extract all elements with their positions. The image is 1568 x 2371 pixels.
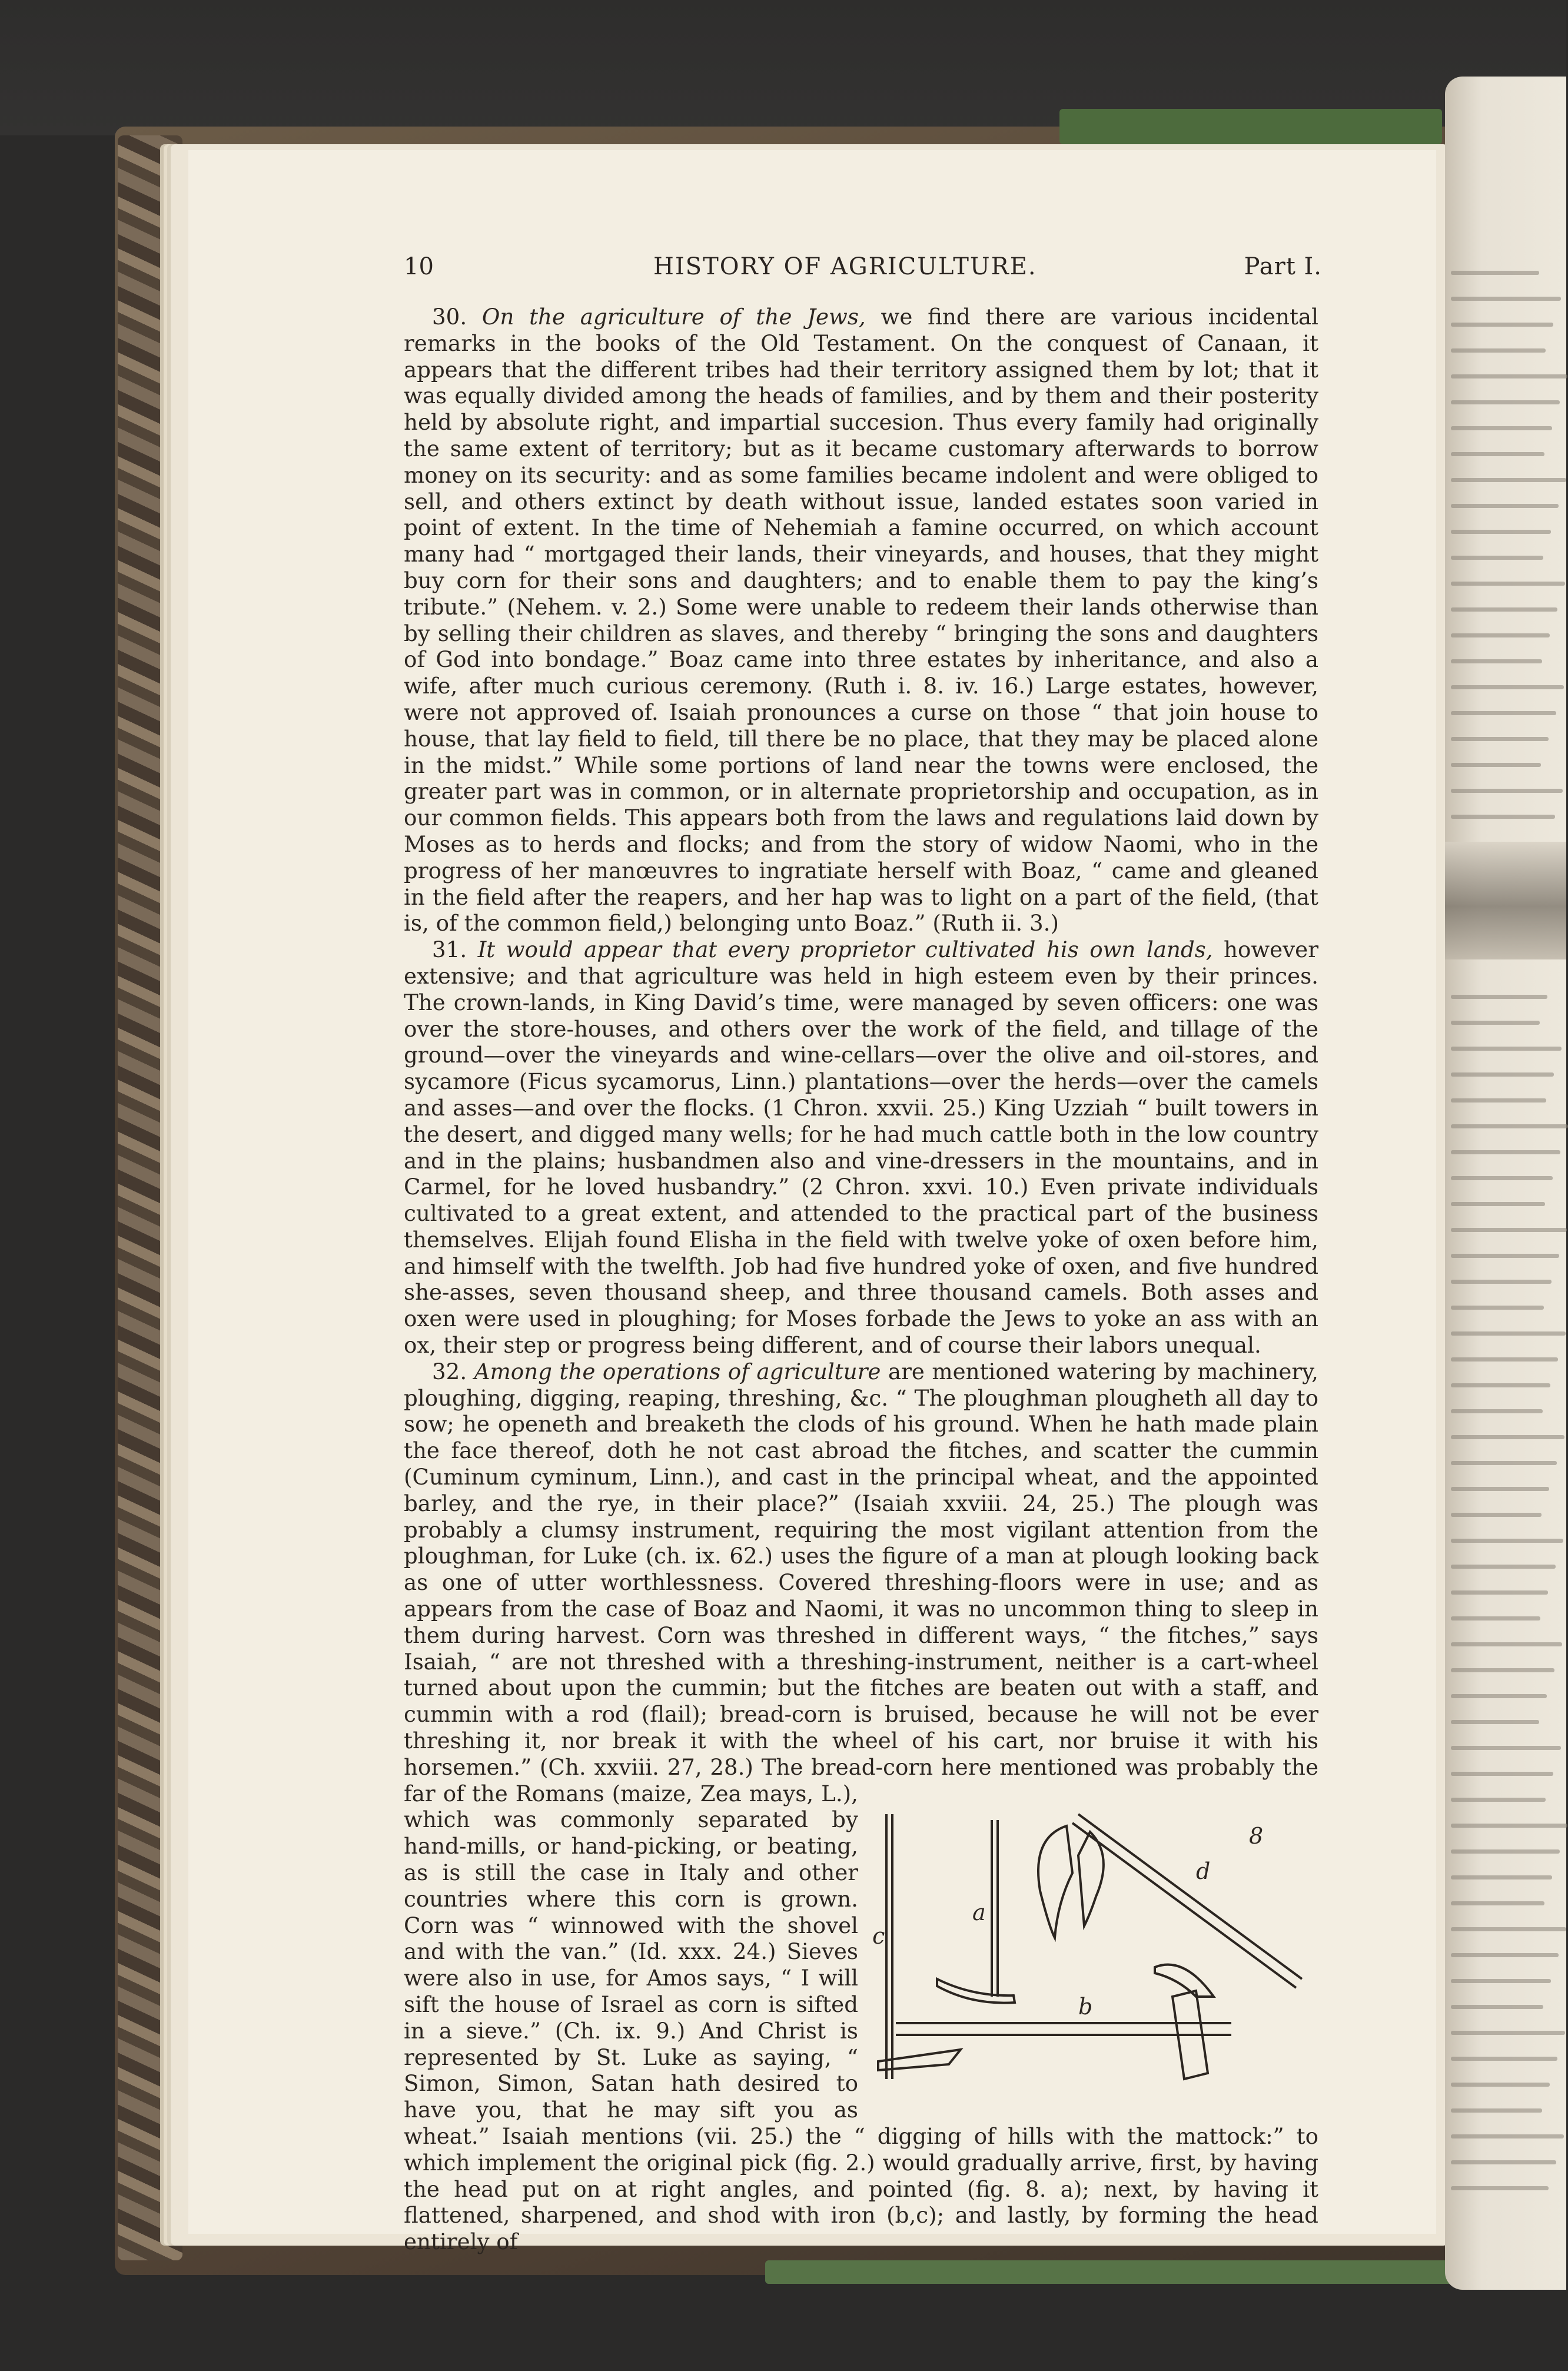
figure-number: 8 (1249, 1823, 1264, 1849)
mattock-illustration (872, 1802, 1314, 2097)
paragraph-number: 30. (432, 304, 467, 330)
facing-page-text-line (1451, 1901, 1544, 1905)
facing-page-text-line (1451, 1306, 1544, 1310)
facing-page-text-line (1451, 789, 1563, 793)
facing-page-text-line (1451, 815, 1555, 819)
facing-page-text-line (1451, 1461, 1557, 1465)
paragraph-number: 32. (432, 1358, 467, 1384)
paragraph-30 (404, 304, 1318, 937)
facing-page-text-line (1451, 1409, 1543, 1413)
label-c: c (872, 1923, 885, 1949)
facing-page-text-line (1451, 737, 1549, 741)
cover-edge-bottom (765, 2260, 1471, 2284)
figure-8 (872, 1802, 1314, 2097)
facing-page-text-line (1451, 1616, 1540, 1620)
facing-page-text-line (1451, 400, 1560, 404)
facing-page-text-line (1451, 323, 1553, 327)
facing-page-text-line (1451, 2031, 1565, 2035)
facing-page-illustration (1445, 842, 1566, 959)
facing-page-text-line (1451, 1979, 1551, 1983)
label-b: b (1078, 1994, 1093, 2020)
facing-page (1445, 77, 1566, 2290)
facing-page-text-line (1451, 1772, 1553, 1776)
facing-page-text-line (1451, 1047, 1562, 1051)
facing-page-text-line (1451, 1098, 1546, 1103)
facing-page-text-line (1451, 2134, 1564, 2138)
facing-page-text-line (1451, 1824, 1567, 1828)
facing-page-text-line (1451, 659, 1542, 663)
facing-page-text-line (1451, 1021, 1540, 1025)
facing-page-text-line (1451, 1072, 1554, 1077)
facing-page-text-line (1451, 582, 1565, 586)
paragraph-lead: It would appear that every proprietor cultivated his own lands, (477, 937, 1213, 963)
facing-page-text-line (1451, 271, 1539, 275)
part-label: Part I. (1244, 253, 1322, 280)
facing-page-text-line (1451, 1642, 1562, 1646)
cover-edge (1059, 109, 1442, 144)
running-header (404, 253, 1322, 288)
facing-page-text-line (1451, 1720, 1539, 1724)
facing-page-text-line (1451, 685, 1564, 689)
facing-page-text-line (1451, 504, 1559, 508)
facing-page-text-line (1451, 1435, 1564, 1439)
facing-page-text-line (1451, 2057, 1557, 2061)
paragraph-31 (404, 937, 1318, 1359)
facing-page-text-line (1451, 530, 1551, 534)
label-d: d (1196, 1858, 1211, 1884)
paragraph-text-start: are mentioned watering by machinery, ploughing, digging, reaping, threshing, &c. “ The ploughman plougheth all day to sow; he openeth and breaketh the clods of his ground. When he hath made plain the face thereof, doth he not cast abroad the fitches, and scatter the cummin (Cuminum cyminum, Linn.), and cast in the principal wheat, and the appointed barley, and the rye, in their place?” (Isaiah xxviii. 24, 25.) The plough was probably a clumsy instrument, requiring the most vigilant attention from the ploughman, for Luke (ch. ix. 62.) uses the figure of a man at plough looking back as one of utter worthlessness. Covered threshing-floors were in use; and as appears from the case of Boaz and Naomi, it was no uncommon thing to sleep in them during harvest. Corn was threshed in different ways, “ the fitches,” says Isaiah, “ are not threshed with a threshing-instrument, neither is a cart-wheel turned about upon the cummin; but the fitches are beaten out with a staff, and cummin with a rod (flail); bread-corn is bruised, because he will not be ever threshing it, nor break it with the wheel of his cart, nor bruise it with his horsemen.” (Ch. xxviii. 27, 28.) The bread-corn here mentioned was probably the far of the Romans (maize, Zea mays, L.), which was commonly separated by hand-mills, or hand-picking, or beating, as is still the case in Italy and other countries where this corn is grown. Corn was “ winnowed with the shovel and with the van.” (Id. xxx. 24.) Sieves were also in use, for Amos says, “ I will sift the house of Israel as corn is sifted in a sieve.” (Ch. ix. 9.) And Christ is represented by St. Luke as saying, “ Simon, Simon, Satan hath desired to have you, that he may sift you as wheat.” Isaiah mentions (vii. 25.) the “ digging of hills with the mattock:” to which implement the original pick (fig. 2.) would gradually arrive, first, by having the head put on at right angles, and pointed (fig. 8. a); next, by having it flattened, sharpened, and shod with iron (b,c); and lastly, by forming the head entirely of (404, 1358, 1318, 2255)
facing-page-text-line (1451, 1927, 1566, 1931)
facing-page-text-line (1451, 1513, 1542, 1517)
facing-page-text-line (1451, 1953, 1559, 1957)
facing-page-text-line (1451, 2108, 1542, 2113)
facing-page-text-line (1451, 1565, 1556, 1569)
facing-page-text-line (1451, 1668, 1554, 1672)
facing-page-text-line (1451, 297, 1561, 301)
facing-page-text-line (1451, 1875, 1552, 1879)
facing-page-text-line (1451, 1357, 1558, 1362)
running-title: HISTORY OF AGRICULTURE. (653, 253, 1037, 280)
facing-page-text-line (1451, 1849, 1560, 1854)
page-number: 10 (404, 253, 434, 280)
facing-page-text-line (1451, 1487, 1549, 1491)
facing-page-text-line (1451, 2083, 1550, 2087)
facing-page-text-line (1451, 426, 1552, 430)
paragraph-lead: On the agriculture of the Jews, (481, 304, 866, 330)
facing-page-text-line (1451, 2160, 1556, 2164)
paragraph-text: we find there are various incidental remarks in the books of the Old Testament. On the conquest of Canaan, it appears that the different tribes had their territory assigned them by lot; that it was equally divided among the heads of families, and by them and their posterity held by absolute right, and impartial succesion. Thus every family had originally the same extent of territory; but as it became customary afterwards to borrow money on its security: and as some families became indolent and were obliged to sell, and others extinct by death without issue, landed estates soon varied in point of extent. In the time of Nehemiah a famine occurred, on which account many had “ mortgaged their lands, their vineyards, and houses, that they might buy corn for their sons and daughters; and to enable them to pay the king’s tribute.” (Nehem. v. 2.) Some were unable to redeem their lands otherwise than by selling their children as slaves, and thereby “ bringing the sons and daughters of God into bondage.” Boaz came into three estates by inheritance, and also a wife, after much curious ceremony. (Ruth i. 8. iv. 16.) Large estates, however, were not approved of. Isaiah pronounces a curse on those “ that join house to house, that lay field to field, till there be no place, that they may be placed alone in the midst.” While some portions of land near the towns were enclosed, the greater part was in common, or in alternate proprietorship and occupation, as in our common fields. This appears both from the laws and regulations laid down by Moses as to herds and flocks; and from the story of widow Naomi, who in the progress of her manœuvres to ingratiate herself with Boaz, “ came and gleaned in the field after the reapers, and her hap was to light on a part of the field, (that is, of the common field,) belonging unto Boaz.” (Ruth ii. 3.) (404, 304, 1318, 937)
paragraph-text: however extensive; and that agriculture was held in high esteem even by their princes. The crown-lands, in King David’s time, were managed by seven officers: one was over the store-houses, and others over the work of the field, and tillage of the ground—over the vineyards and wine-cellars—over the olive and oil-stores, and sycamore (Ficus sycamorus, Linn.) plantations—over the herds—over the camels and asses—and over the flocks. (1 Chron. xxvii. 25.) King Uzziah “ built towers in the desert, and digged many wells; for he had much cattle both in the low country and in the plains; husbandmen also and vine-dressers in the mountains, and in Carmel, for he loved husbandry.” (2 Chron. xxvi. 10.) Even private individuals cultivated to a great extent, and attended to the practical part of the business themselves. Elijah found Elisha in the field with twelve yoke of oxen before him, and himself with the twelfth. Job had five hundred yoke of oxen, and five hundred she-asses, seven thousand sheep, and three thousand camels. Both asses and oxen were used in ploughing; for Moses forbade the Jews to yoke an ass with an ox, their step or progress being different, and of course their labors unequal. (404, 937, 1318, 1359)
label-a: a (972, 1900, 986, 1925)
facing-page-text-line (1451, 1280, 1552, 1284)
facing-page-text-line (1451, 1746, 1561, 1750)
facing-page-text-line (1451, 1254, 1559, 1258)
facing-page-text-line (1451, 2005, 1543, 2009)
facing-page-text-line (1451, 633, 1550, 637)
facing-page-text-line (1451, 556, 1543, 560)
facing-page-text-line (1451, 1124, 1568, 1128)
facing-page-text-line (1451, 763, 1541, 767)
facing-page-text-line (1451, 607, 1557, 612)
facing-page-text-line (1451, 1331, 1566, 1336)
facing-page-text-line (1451, 1176, 1553, 1180)
facing-page-text-line (1451, 995, 1547, 999)
facing-page-text-line (1451, 1798, 1546, 1802)
facing-page-text-line (1451, 1539, 1563, 1543)
facing-page-text-line (1451, 1228, 1567, 1232)
facing-page-text-line (1451, 1202, 1545, 1206)
facing-page-text-line (1451, 1590, 1548, 1595)
facing-page-text-line (1451, 1150, 1560, 1154)
paragraph-number: 31. (432, 937, 467, 963)
facing-page-text-line (1451, 1694, 1547, 1698)
facing-page-text-line (1451, 348, 1546, 353)
facing-page-text-line (1451, 2186, 1549, 2190)
paragraph-lead: Among the operations of agriculture (474, 1358, 881, 1384)
facing-page-text-line (1451, 374, 1567, 378)
facing-page-text-line (1451, 711, 1556, 715)
facing-page-text-line (1451, 1383, 1550, 1387)
facing-page-text-line (1451, 478, 1566, 482)
facing-page-text-line (1451, 452, 1544, 456)
